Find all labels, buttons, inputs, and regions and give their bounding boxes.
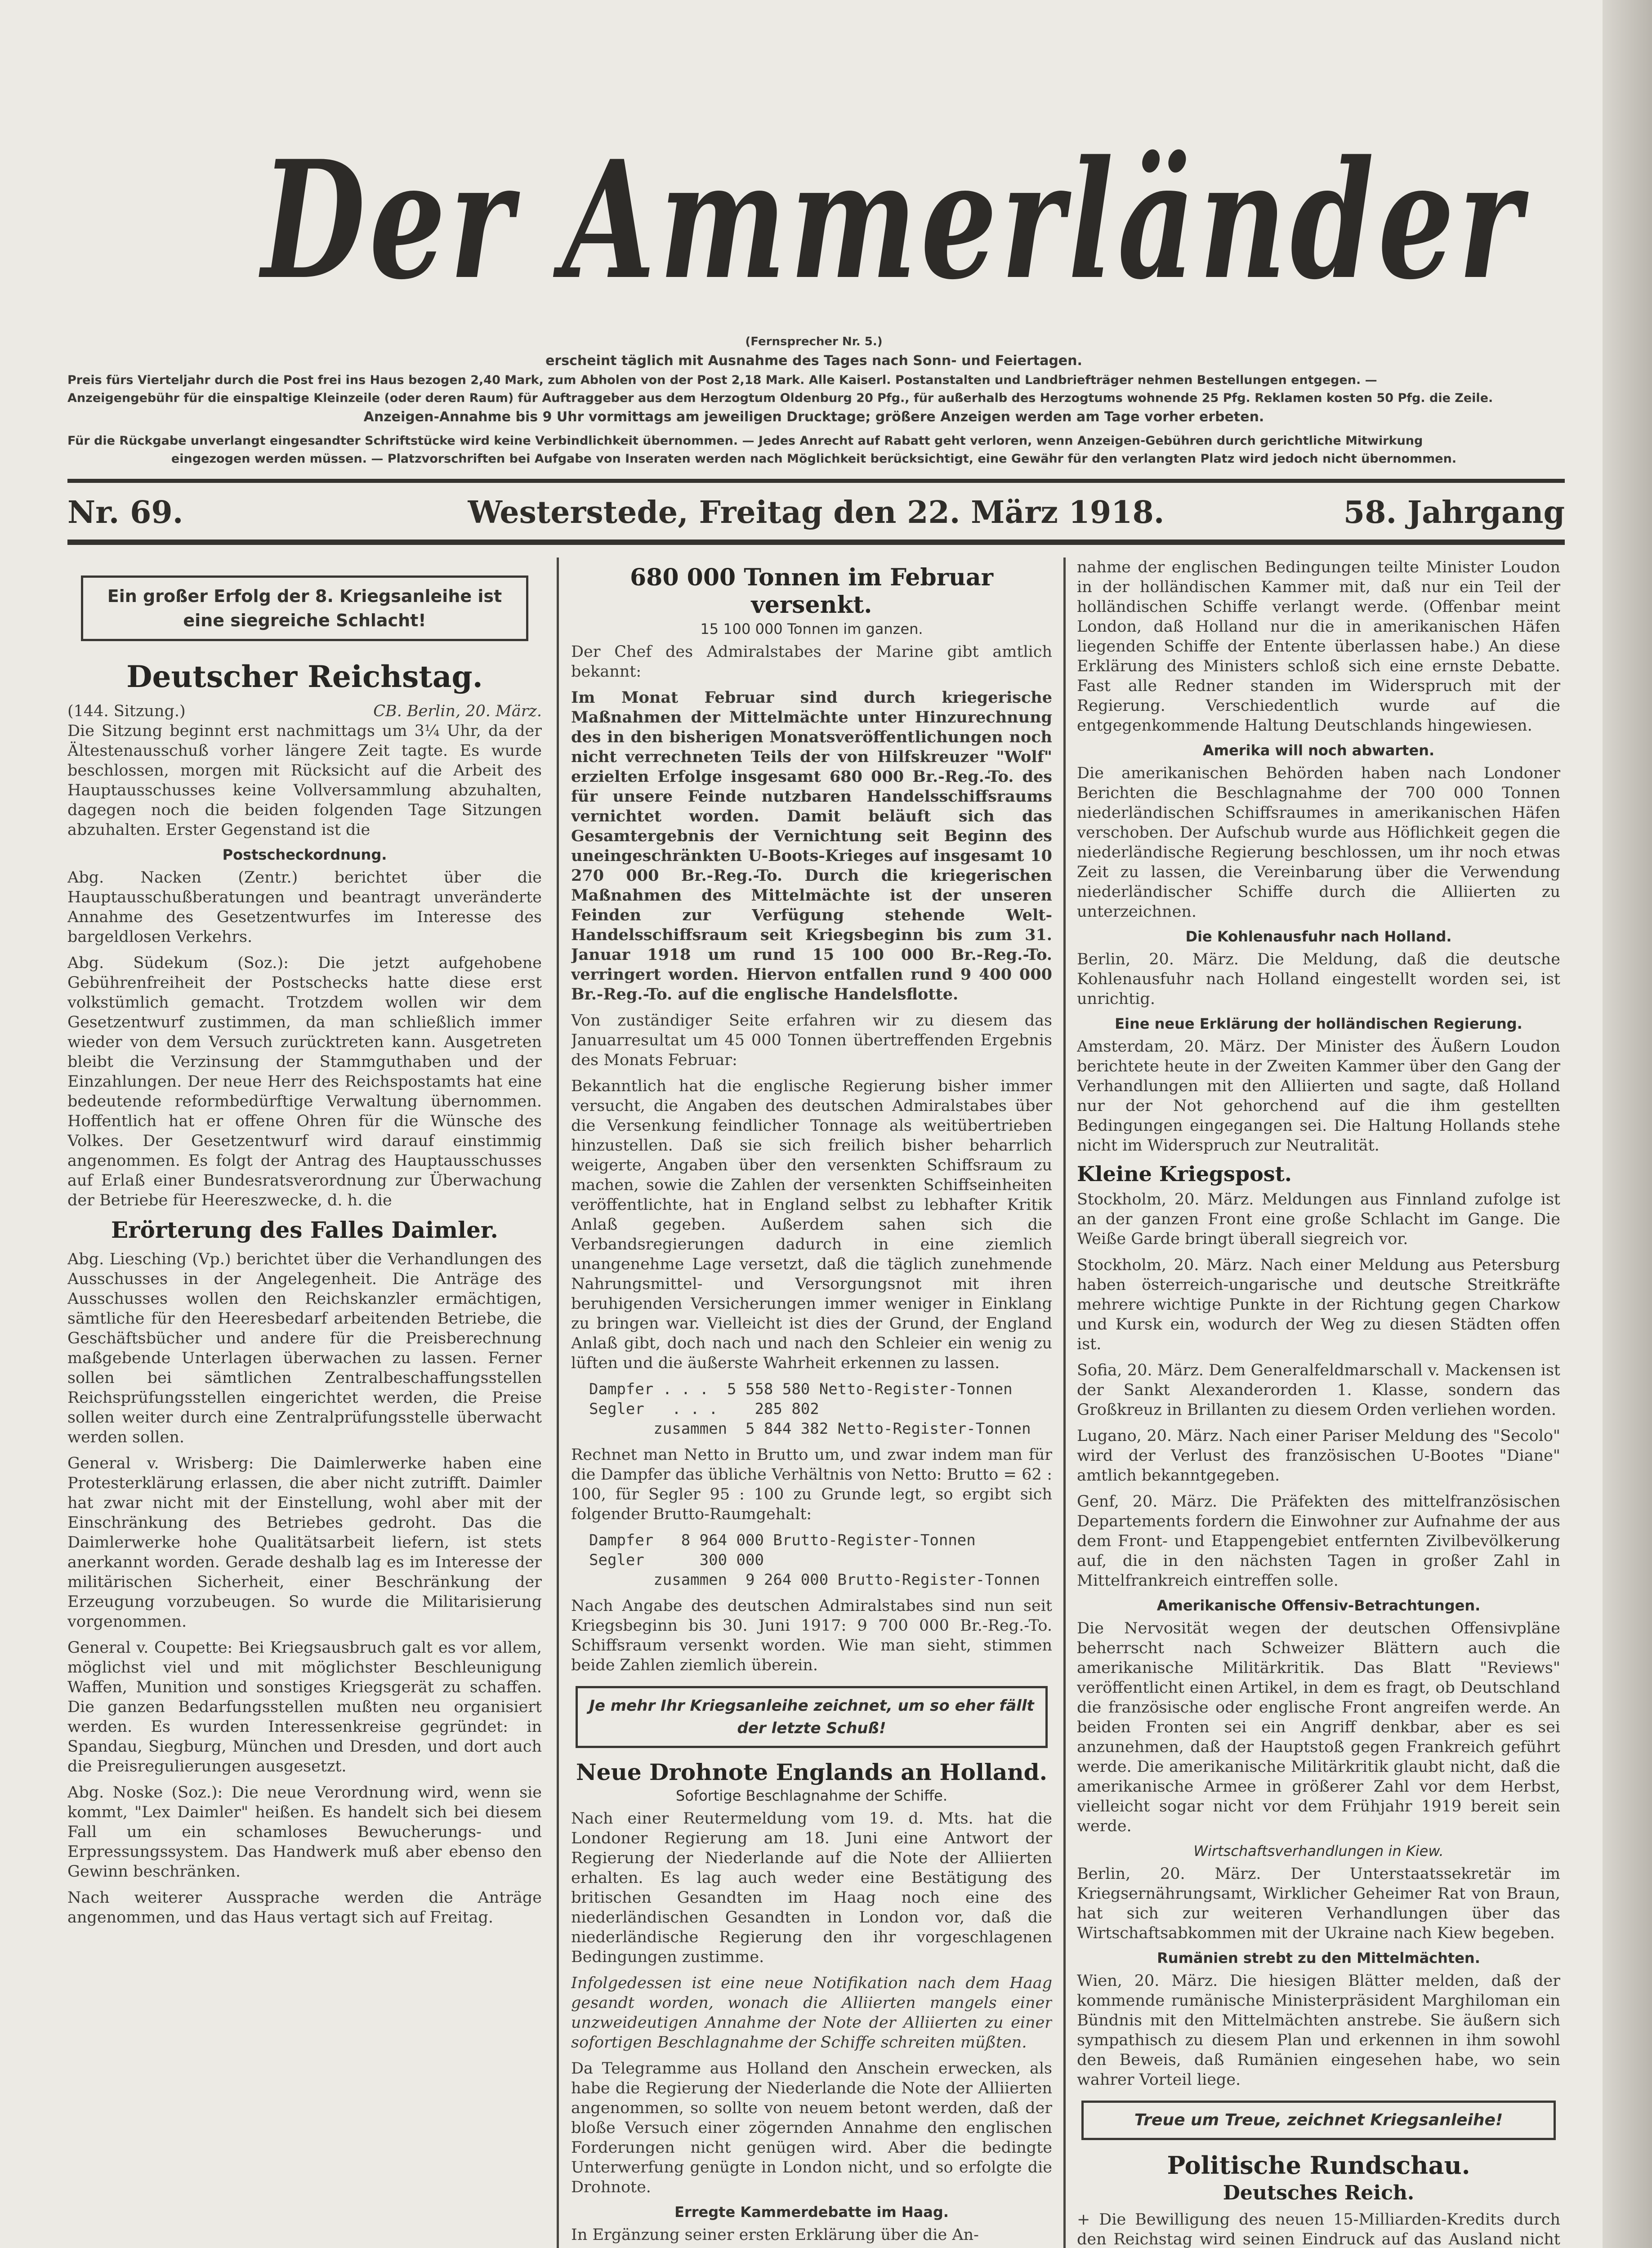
holland-paragraph-2: Die amerikanischen Behörden haben nach Londoner Berichten die Beschlagnahme der 700 000 Tonnen niederländischen Schiffsraumes in amerikanischen Häfen verschoben. Der Aufschub wurde aus Höflichkeit gegen die niederländische Regierung beschlossen, um ihr noch etwas Zeit zu lassen, die Vereinbarung über die Verwendung niederländischer Schiffe durch die Alliierten zu unterzeichnen. (1077, 764, 1560, 921)
masthead-price-line-1: Preis fürs Vierteljahr durch die Post frei ins Haus bezogen 2,40 Mark, zum Abholen von der Post 2,18 Mark. Alle Kaiserl. Postanstalten und Landbriefträger nehmen Bestellungen entgegen. — (67, 373, 1377, 387)
reichstag-heading: Deutscher Reichstag. (126, 659, 483, 694)
masthead (67, 112, 1560, 328)
war-loan-box-1: Ein großer Erfolg der 8. Kriegsanleihe ist eine siegreiche Schlacht! (81, 575, 528, 641)
holland-paragraph-1: nahme der englischen Bedingungen teilte Minister Loudon in der holländischen Kammer mit, daß nur ein Teil der holländischen Schiffe verlangt werde. (Offenbar meint London, daß Holland nur die in amerikanischen Häfen liegenden Schiffe der Entente überlassen habe.) An diese Erklärung des Ministers schloß sich eine ernste Debatte. Fast alle Redner standen im Widerspruch mit der Regierung. Verschiedentlich wurde auf die entgegenkommende Haltung Deutschlands hingewiesen. (1077, 558, 1560, 735)
kiew-subhead: Wirtschaftsverhandlungen in Kiew. (1193, 1842, 1444, 1860)
masthead-rule (67, 479, 1565, 483)
dateline-rule (67, 540, 1565, 545)
holland-paragraph-3: Berlin, 20. März. Die Meldung, daß die deutsche Kohlenausfuhr nach Holland eingestellt worden sei, ist unrichtig. (1077, 950, 1560, 1008)
masthead-price-line-2: Anzeigengebühr für die einspaltige Kleinzeile (oder deren Raum) für Auftraggeber aus dem Herzogtum Oldenburg 20 Pfg., für außerhalb des Herzogtums wohnende 25 Pfg. Reklamen kosten 50 Pfg. die Zeile. (67, 391, 1493, 405)
tonnage-subhead: 15 100 000 Tonnen im ganzen. (700, 620, 923, 638)
offensiv-paragraph: Die Nervosität wegen der deutschen Offensivpläne beherrscht nach Schweizer Blättern auch die amerikanische Militärkritik. Das Blatt "Reviews" veröffentlicht einen Artikel, in dem es fragt, ob Deutschland die französische oder englische Front angreifen werde. An beiden Fronten sei ein Angriff denkbar, aber es sei anzunehmen, daß der Hauptstoß gegen Frankreich geführt werde. Die amerikanische Militärkritik glaubt nicht, daß die amerikanische Armee in größerer Zahl vor dem Herbst, vielleicht sogar nicht vor dem Frühjahr 1919 bereit sein werde. (1077, 1619, 1560, 1835)
tonnage-paragraph-1: Der Chef des Admiralstabes der Marine gibt amtlich bekannt: (571, 643, 1052, 681)
daimler-paragraph-5: Nach weiterer Aussprache werden die Anträge angenommen, und das Haus vertagt sich auf Freitag. (67, 1889, 542, 1927)
issue-number: Nr. 69. (67, 495, 183, 531)
daimler-paragraph-3: General v. Coupette: Bei Kriegsausbruch galt es vor allem, möglichst viel und mit möglichster Beschleunigung Waffen, Munition und sonstiges Kriegsgerät zu schaffen. Die ganzen Bedarfungsstellen mußten neu organisiert werden. Es wurden Interessenkreise gegründet: in Spandau, Siegburg, München und Dresden, und dort auch die Preisregulierungen ausgesetzt. (67, 1639, 542, 1775)
masthead-frequency: erscheint täglich mit Ausnahme des Tages nach Sonn- und Feiertagen. (545, 353, 1082, 369)
masthead-notice-line-2: eingezogen werden müssen. — Platzvorschriften bei Aufgabe von Inseraten werden nach Möglichkeit berücksichtigt, eine Gewähr für den verlangten Platz wird jedoch nicht übernommen. (171, 452, 1457, 466)
offensiv-subhead: Amerikanische Offensiv-Betrachtungen. (1156, 1597, 1481, 1614)
drohnote-paragraph-1: Nach einer Reutermeldung vom 19. d. Mts. hat die Londoner Regierung am 18. Juni eine Antwort der Regierung der Niederlande auf die Note der Alliierten erhalten. Es lag auch weder eine Bestätigung des britischen Gesandten im Haag noch eine des niederländischen Gesandten in London vor, daß die niederländische Regierung den ihr vorgeschlagenen Bedingungen zustimme. (571, 1810, 1052, 1966)
place-date: Westerstede, Freitag den 22. März 1918. (468, 495, 1165, 531)
rundschau-heading: Politische Rundschau. (1167, 2151, 1470, 2180)
holland-paragraph-4: Amsterdam, 20. März. Der Minister des Äußern Loudon berichtete heute in der Zweiten Kammer über den Gang der Verhandlungen mit den Alliierten und sagte, daß Holland nur der Not gehorchend auf die ihm gestellten Bedingungen eingegangen sei. Die Haltung Hollands stehe nicht im Widerspruch zur Neutralität. (1077, 1038, 1560, 1155)
session-number: (144. Sitzung.) (67, 702, 186, 720)
reichstag-paragraph-3: Abg. Südekum (Soz.): Die jetzt aufgehobene Gebührenfreiheit der Postschecks hatte diese erst volkstümlich gemacht. Trotzdem wollen wir dem Gesetzentwurf zustimmen, da man schließlich immer wieder von dem Versuch zurücktreten kann. Ausgetreten bleibt die Verzinsung der Stammguthaben und der Einzahlungen. Der neue Herr des Reichspostamts hat eine bedeutende reformbedürftige Verwaltung übernommen. Hoffentlich hat er offene Ohren für die Wünsche des Volkes. Der Gesetzentwurf wird darauf einstimmig angenommen. Es folgt der Antrag des Hauptausschusses auf Erlaß einer Bundesratsverordnung zur Überwachung der Betriebe für Heereszwecke, d. h. die (67, 954, 542, 1209)
amerika-subhead: Amerika will noch abwarten. (1202, 742, 1435, 759)
daimler-paragraph-4: Abg. Noske (Soz.): Die neue Verordnung wird, wenn sie kommt, "Lex Daimler" heißen. Es handelt sich bei diesem Fall um ein schamloses Bewucherungs- und Erpressungssystem. Das Handwerk muß aber ebenso den Gewinn beschränken. (67, 1784, 542, 1881)
masthead-phone: (Fernsprecher Nr. 5.) (745, 335, 883, 348)
kiew-paragraph: Berlin, 20. März. Der Unterstaatssekretär im Kriegsernährungsamt, Wirklicher Geheimer Rat von Braun, hat sich zur weiteren Verhandlungen über das Wirtschaftsabkommen mit der Ukraine nach Kiew begeben. (1077, 1865, 1560, 1942)
page-edge (1603, 0, 1652, 2248)
volume: 58. Jahrgang (1343, 495, 1565, 531)
drohnote-paragraph-2: Infolgedessen ist eine neue Notifikation nach dem Haag gesandt worden, wonach die Alliierten mangels einer unzweideutigen Annahme der Note der Alliierten zu einer sofortigen Beschlagnahme der Schiffe schreiten müßten. (571, 1974, 1052, 2052)
deutsches-reich-heading: Deutsches Reich. (1223, 2181, 1415, 2204)
drohnote-paragraph-3: Da Telegramme aus Holland den Anschein erwecken, als habe die Regierung der Niederlande die Note der Alliierten angenommen, so sollte von neuem betont werden, daß der bloße Versuch einer zögernden Annahme den englischen Forderungen nicht genügen wird. Aber die bedingte Unterwerfung genügte in London nicht, und so erfolgte die Drohnote. (571, 2060, 1052, 2196)
session-line (67, 701, 542, 721)
kriegspost-paragraph-4: Lugano, 20. März. Nach einer Pariser Meldung des "Secolo" wird der Verlust des französischen U-Bootes "Diane" amtlich bekanntgegeben. (1077, 1427, 1560, 1485)
rundschau-paragraph: + Die Bewilligung des neuen 15-Milliarden-Kredits durch den Reichstag wird seinen Eindruck auf das Ausland nicht (1077, 2211, 1560, 2248)
kriegspost-heading: Kleine Kriegspost. (1077, 1162, 1292, 1186)
tonnage-paragraph-2: Im Monat Februar sind durch kriegerische Maßnahmen der Mittelmächte unter Hinzurechnung des in den bisherigen Monatsveröffentlichungen noch nicht verrechneten Teils der von Hilfskreuzer "Wolf" erzielten Erfolge insgesamt 680 000 Br.-Reg.-To. des für unsere Feinde nutzbaren Handelsschiffsraums vernichtet worden. Damit beläuft sich das Gesamtergebnis der Vernichtung seit Beginn des uneingeschränkten U-Boots-Krieges auf insgesamt 10 270 000 Br.-Reg.-To. Durch die kriegerischen Maßnahmen des Mittelmächte ist der unseren Feinden zur Verfügung stehende Welt-Handelsschiffsraum seit Kriegsbeginn bis zum 31. Januar 1918 um rund 15 100 000 Br.-Reg.-To. verringert worden. Hiervon entfallen rund 9 400 000 Br.-Reg.-To. auf die englische Handelsflotte. (571, 688, 1052, 1004)
drohnote-heading: Neue Drohnote Englands an Holland. (576, 1759, 1048, 1785)
reichstag-paragraph-2: Abg. Nacken (Zentr.) berichtet über die Hauptausschußberatungen und beantragt unveränderte Annahme des Gesetzentwurfes im Interesse des bargeldlosen Verkehrs. (67, 869, 542, 946)
daimler-heading: Erörterung des Falles Daimler. (111, 1217, 498, 1243)
brutto-table: Dampfer 8 964 000 Brutto-Register-Tonnen Segler 300 000 zusammen 9 264 000 Brutto-Register-Tonnen (589, 1531, 1040, 1589)
kammerdebatte-subhead: Erregte Kammerdebatte im Haag. (674, 2203, 949, 2221)
masthead-title: Der Ammerländer (261, 125, 1526, 315)
war-loan-box-3: Treue um Treue, zeichnet Kriegsanleihe! (1081, 2101, 1556, 2140)
kriegspost-paragraph-3: Sofia, 20. März. Dem Generalfeldmarschall v. Mackensen ist der Sankt Alexanderorden 1. Klasse, sondern das Großkreuz in Brillanten zu diesem Orden verliehen worden. (1077, 1361, 1560, 1419)
war-loan-box-2: Je mehr Ihr Kriegsanleihe zeichnet, um so eher fällt der letzte Schuß! (576, 1686, 1048, 1748)
tonnage-paragraph-5: Rechnet man Netto in Brutto um, und zwar indem man für die Dampfer das übliche Verhältnis von Netto: Brutto = 62 : 100, für Segler 95 : 100 zu Grunde legt, so ergibt sich folgender Brutto-Raumgehalt: (571, 1446, 1052, 1523)
kriegspost-paragraph-2: Stockholm, 20. März. Nach einer Meldung aus Petersburg haben österreich-ungarische und deutsche Streitkräfte mehrere wichtige Punkte in der Richtung gegen Charkow und Kursk ein, wodurch der Weg zu diesen Städten offen ist. (1077, 1256, 1560, 1353)
kriegspost-paragraph-1: Stockholm, 20. März. Meldungen aus Finnland zufolge ist an der ganzen Front eine große Schlacht im Gange. Die Weiße Garde bringt überall siegreich vor. (1077, 1191, 1560, 1248)
kohlenausfuhr-subhead: Die Kohlenausfuhr nach Holland. (1185, 928, 1452, 945)
session-place: CB. Berlin, 20. März. (373, 702, 542, 720)
kriegspost-paragraph-5: Genf, 20. März. Die Präfekten des mittelfranzösischen Departements fordern die Einwohner zur Aufnahme der aus dem Front- und Etappengebiet entfernten Zivilbevölkerung auf, die in den nächsten Tagen in großer Zahl in Mittelfrankreich eintreffen solle. (1077, 1493, 1560, 1590)
rumaenien-subhead: Rumänien strebt zu den Mittelmächten. (1157, 1949, 1480, 1967)
reichstag-paragraph-1: Die Sitzung beginnt erst nachmittags um 3¼ Uhr, da der Ältestenausschuß vorher längere Zeit tagte. Es wurde beschlossen, morgen mit Rücksicht auf die Arbeit des Hauptausschusses keine Vollversammlung abzuhalten, dagegen noch die beiden folgenden Tage Sitzungen abzuhalten. Erster Gegenstand ist die (67, 722, 542, 839)
tonnage-paragraph-4: Bekanntlich hat die englische Regierung bisher immer versucht, die Angaben des deutschen Admiralstabes über die Versenkung feindlicher Tonnage als weitübertrieben hinzustellen. Daß sie sich freilich bisher beharrlich weigerte, Angaben über den versenkten Schiffsraum zu machen, sowie die Zahlen der versenkten Schiffseinheiten veröffentlichte, hat in England selbst zu lebhafter Kritik Anlaß gegeben. Außerdem sahen sich die Verbandsregierungen dadurch in eine ziemlich unangenehme Lage versetzt, daß die täglich zunehmende Nahrungsmittel- und Versorgungsnot mit ihren beruhigenden Versicherungen immer weniger in Einklang zu bringen war. Vielleicht ist dies der Grund, der England Anlaß gibt, doch nach und nach den Schleier ein wenig zu lüften und die äußerste Wahrheit erkennen zu lassen. (571, 1077, 1052, 1372)
column-3 (1077, 558, 1560, 2248)
daimler-paragraph-2: General v. Wrisberg: Die Daimlerwerke haben eine Protesterklärung erlassen, die aber nicht zutrifft. Daimler hat zwar nicht mit der Einstellung, wohl aber mit der Einschränkung des Betriebes gedroht. Das die Daimlerwerke hohe Qualitätsarbeit liefern, ist stets anerkannt worden. Gerade deshalb lag es im Interesse der militärischen Sicherheit, einer Beschränkung der Erzeugung vorzubeugen. So wurde die Militarisierung vorgenommen. (67, 1454, 542, 1631)
drohnote-subhead: Sofortige Beschlagnahme der Schiffe. (675, 1787, 947, 1804)
masthead-notice-line-1: Für die Rückgabe unverlangt eingesandter Schriftstücke wird keine Verbindlichkeit übernommen. — Jedes Anrecht auf Rabatt geht verloren, wenn Anzeigen-Gebühren durch gerichtliche Mitwirkung (67, 434, 1423, 448)
column-rule-1 (557, 558, 559, 2248)
tonnage-paragraph-6: Nach Angabe des deutschen Admiralstabes sind nun seit Kriegsbeginn bis 30. Juni 1917: 9 700 000 Br.-Reg.-To. Schiffsraum versenkt worden. Wie man sieht, stimmen beide Zahlen ziemlich überein. (571, 1597, 1052, 1674)
column-1 (67, 558, 542, 2248)
tonnage-heading: 680 000 Tonnen im Februar versenkt. (630, 564, 993, 619)
postscheck-subhead: Postscheckordnung. (222, 846, 387, 863)
column-2 (571, 558, 1052, 2248)
tonnage-paragraph-3: Von zuständiger Seite erfahren wir zu diesem das Januarresultat um 45 000 Tonnen übertreffenden Ergebnis des Monats Februar: (571, 1012, 1052, 1069)
column-rule-2 (1063, 558, 1066, 2248)
drohnote-paragraph-4: In Ergänzung seiner ersten Erklärung über die An- (571, 2226, 979, 2244)
rumaenien-paragraph: Wien, 20. März. Die hiesigen Blätter melden, daß der kommende rumänische Ministerpräsident Marghiloman ein Bündnis mit den Mittelmächten anstrebe. Sie äußern sich sympathisch zu diesem Plan und erkennen in ihm sowohl den Beweis, daß Rumänien eingesehen habe, wo sein wahrer Vorteil liege. (1077, 1972, 1560, 2089)
masthead-price-line-3: Anzeigen-Annahme bis 9 Uhr vormittags am jeweiligen Drucktage; größere Anzeigen werden am Tage vorher erbeten. (363, 409, 1264, 425)
netto-table: Dampfer . . . 5 558 580 Netto-Register-Tonnen Segler . . . 285 802 zusammen 5 844 382 Netto-Register-Tonnen (589, 1380, 1031, 1438)
erklaerung-subhead: Eine neue Erklärung der holländischen Regierung. (1115, 1015, 1523, 1032)
daimler-paragraph-1: Abg. Liesching (Vp.) berichtet über die Verhandlungen des Ausschusses in der Angelegenheit. Die Anträge des Ausschusses wollen den Reichskanzler ermächtigen, sämtliche für den Heeresbedarf arbeitenden Betriebe, die Geschäftsbücher und andere für die Preisberechnung maßgebende Unterlagen überwachen zu lassen. Ferner sollen bei sämtlichen Zentralbeschaffungsstellen Reichsprüfungsstellen eingerichtet werden, die Preise sollen weiter durch eine Zentralprüfungsstelle überwacht werden sollen. (67, 1250, 542, 1446)
dateline (67, 490, 1565, 540)
